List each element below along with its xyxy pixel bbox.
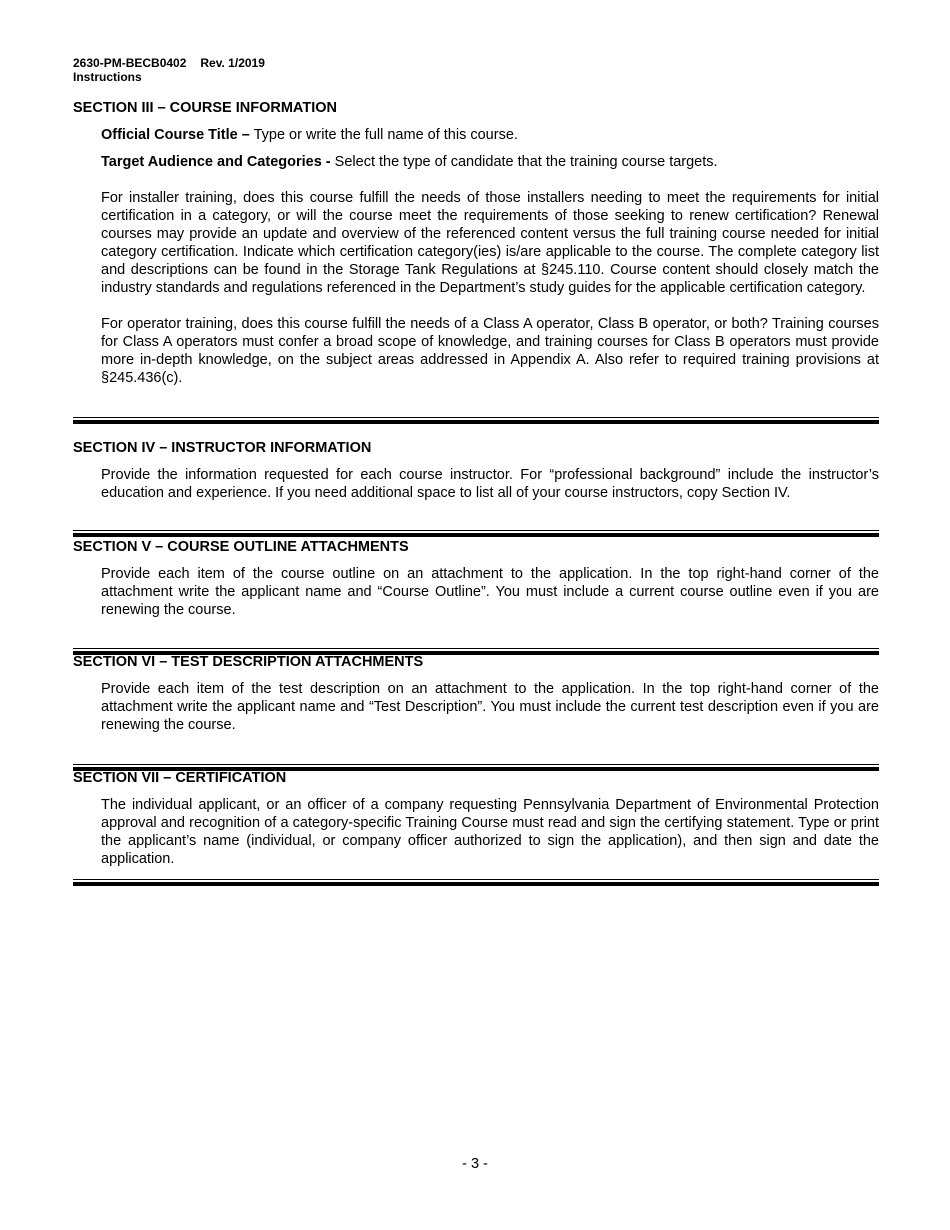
operator-training-paragraph: For operator training, does this course fulfill the needs of a Class A operator, Class B operator, or both? Training courses for Class A operators must confer a broad scope of knowledge, and training courses for Class B operators must provide more in-depth knowledge, on the subject areas addressed in Appendix A. Also refer to required training provisions at §245.436(c). (101, 316, 879, 386)
section-test-description-attachments (73, 654, 879, 734)
form-id: 2630-PM-BECB0402 (73, 56, 187, 70)
section-title: SECTION III – COURSE INFORMATION (73, 100, 337, 116)
page-number: - 3 - (462, 1156, 488, 1172)
target-audience-text: Select the type of candidate that the training course targets. (330, 154, 718, 170)
official-course-title-instruction (101, 126, 879, 144)
section-instructor-information (73, 440, 879, 502)
section-certification (73, 770, 879, 868)
form-subtitle: Instructions (73, 70, 142, 84)
certification-paragraph: The individual applicant, or an officer of a company requesting Pennsylvania Department of Environmental Protection approval and recognition of a category-specific Training Course must read and sign the certifying statement. Type or print the applicant’s name (individual, or company officer authorized to sign the application), and then sign and date the application. (101, 797, 879, 867)
section-title: SECTION VI – TEST DESCRIPTION ATTACHMENTS (73, 654, 424, 670)
target-audience-label: Target Audience and Categories - (101, 154, 331, 170)
section-course-information (73, 100, 879, 387)
section-title: SECTION V – COURSE OUTLINE ATTACHMENTS (73, 539, 409, 555)
section-course-outline-attachments (73, 539, 879, 619)
course-outline-paragraph: Provide each item of the course outline on an attachment to the application. In the top right-hand corner of the attachment write the applicant name and “Course Outline”. You must include a current course outline even if you are renewing the course. (101, 566, 879, 618)
target-audience-instruction (101, 153, 879, 171)
official-course-title-text: Type or write the full name of this course. (249, 127, 518, 143)
form-revision: Rev. 1/2019 (200, 56, 265, 70)
section-title: SECTION IV – INSTRUCTOR INFORMATION (73, 440, 372, 456)
section-divider (73, 530, 879, 538)
section-title: SECTION VII – CERTIFICATION (73, 770, 287, 786)
test-description-paragraph: Provide each item of the test description on an attachment to the application. In the top right-hand corner of the attachment write the applicant name and “Test Description”. You must include the current test description even if you are renewing the course. (101, 681, 879, 733)
section-divider (73, 879, 879, 887)
installer-training-paragraph: For installer training, does this course fulfill the needs of those installers needing to meet the requirements for initial certification in a category, or will the course meet the requirements of those seeking to renew certification? Renewal courses may provide an update and overview of the referenced content versus the full training course needed for initial category certification. Indicate which certification category(ies) is/are applicable to the course. The complete category list and descriptions can be found in the Storage Tank Regulations at §245.110. Course content should closely match the industry standards and regulations referenced in the Department’s study guides for the applicable certification category. (101, 190, 879, 296)
section-divider (73, 417, 879, 425)
instructor-information-paragraph: Provide the information requested for each course instructor. For “professional background” include the instructor’s education and experience. If you need additional space to list all of your course instructors, copy Section IV. (101, 467, 879, 501)
form-header (73, 56, 265, 84)
official-course-title-label: Official Course Title – (101, 127, 250, 143)
